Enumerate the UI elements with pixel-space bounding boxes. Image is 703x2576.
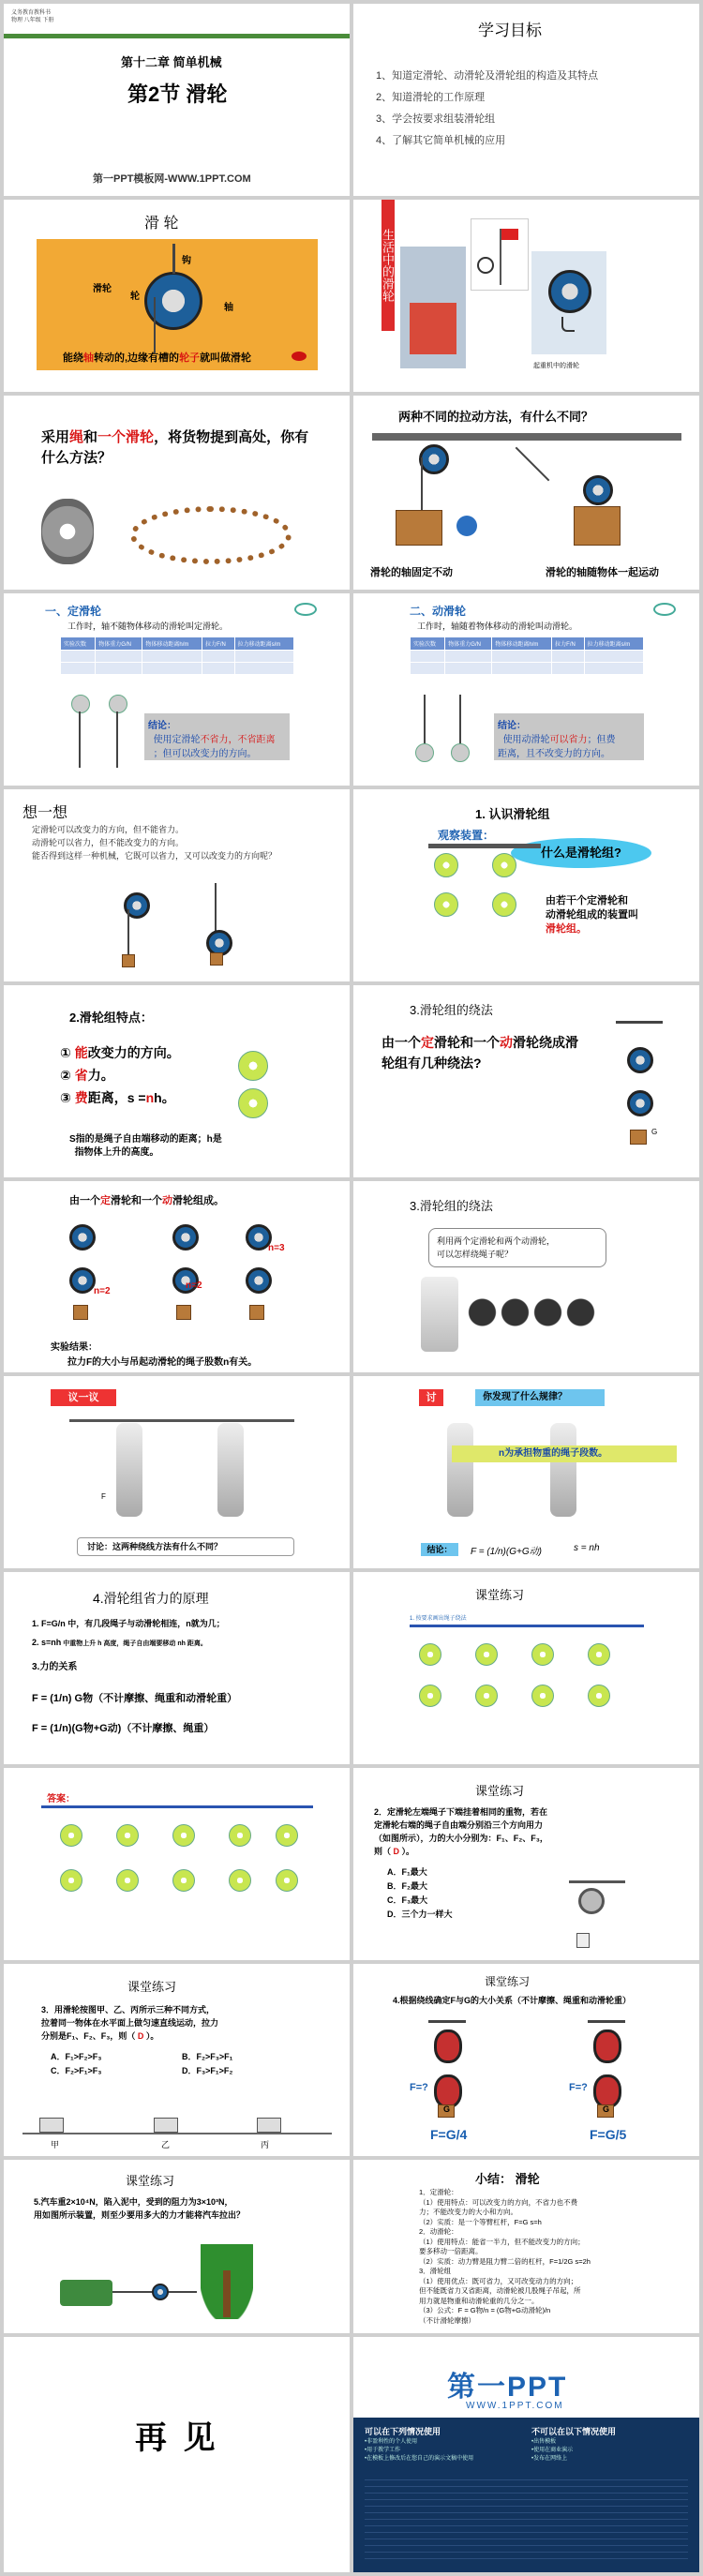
g-label: G xyxy=(443,2104,451,2114)
fixed-pulley xyxy=(434,853,458,877)
movable-pulley xyxy=(152,2284,169,2300)
formula-distance: s = nh xyxy=(574,1543,600,1553)
g-label: G xyxy=(651,1128,658,1136)
label-frame: 滑轮 xyxy=(93,284,112,294)
pulley-diagram xyxy=(531,1685,554,1707)
formula-line: F = (1/n)(G物+G动)（不计摩擦、绳重） xyxy=(32,1723,215,1734)
brand-logo: 第一PPT xyxy=(447,2372,568,2403)
summary-line: 2．动滑轮： xyxy=(419,2227,458,2236)
fixed-pulley xyxy=(578,1888,605,1914)
slide-practice-1 xyxy=(353,1572,699,1764)
answer-label: 答案： xyxy=(47,1794,75,1805)
ceiling-bar xyxy=(569,1880,625,1883)
question-text: 4.根据绕线确定F与G的大小关系（不计摩擦、绳重和动滑轮重） xyxy=(393,1996,632,2005)
license-panel xyxy=(353,2418,699,2572)
summary-line: （2）实质：是一个等臂杠杆，F=G s=h xyxy=(419,2217,542,2226)
objective-item: 1、知道定滑轮、动滑轮及滑轮组的构造及其特点 xyxy=(376,70,599,82)
slide-heading: 课堂练习 xyxy=(475,1588,525,1602)
table-header: 物体重力G/N xyxy=(445,637,492,651)
ceiling-bar xyxy=(69,1419,294,1422)
slide-heading: 课堂练习 xyxy=(126,2174,175,2188)
slide-heading: 课堂练习 xyxy=(485,1975,531,1988)
slide-winding-2 xyxy=(353,1181,699,1372)
ceiling-bar xyxy=(616,1021,663,1024)
feature-item: ③ 费距离，s =nh。 xyxy=(60,1090,175,1105)
object-block xyxy=(39,2118,64,2133)
right-caption: 滑轮的轴随物体一起运动 xyxy=(546,567,659,578)
slide-practice-4 xyxy=(353,1964,699,2156)
movable-pulley xyxy=(246,1267,272,1294)
option-item: C．F₂>F₁>F₃ xyxy=(51,2066,102,2075)
ceiling-bar xyxy=(428,2020,466,2023)
principle-line: 3.力的关系 xyxy=(32,1662,78,1672)
options-list xyxy=(182,2050,232,2078)
goodbye-text: 再 见 xyxy=(135,2420,219,2456)
feature-list xyxy=(60,1041,180,1109)
fixed-pulley-block xyxy=(593,2029,621,2063)
cargo-box xyxy=(574,506,621,546)
slide-heading: 滑 轮 xyxy=(144,216,179,232)
g-label: G xyxy=(603,2104,610,2114)
think-text: 定滑轮可以改变力的方向，但不能省力。 动滑轮可以省力，但不能改变力的方向。 能否得到这样一种机械，它既可以省力，又可以改变力的方向呢？ xyxy=(32,825,277,861)
pulley-diagram xyxy=(276,1824,298,1847)
weight-block xyxy=(73,1305,88,1320)
pulley-diagram xyxy=(588,1643,610,1666)
data-table xyxy=(60,637,294,675)
objective-item: 3、学会按要求组装滑轮组 xyxy=(376,113,496,125)
option-item: D．三个力一样大 xyxy=(387,1910,453,1919)
pulley-diagram xyxy=(60,1824,82,1847)
question-text: 2．定滑轮左端绳子下端挂着相同的重物，若在 定滑轮右端的绳子自由端分别沿三个方向用力 （如图所示），力的大小分别为：F₁、F₂、F₃， 则（ D ）。 xyxy=(374,1807,548,1856)
pulley-diagram xyxy=(531,1643,554,1666)
figure-label: 乙 xyxy=(161,2140,171,2149)
question-text: 3．用滑轮按图甲、乙、丙所示三种不同方式， 拉着同一物体在水平面上做匀速直线运动，拉力 分别是F₁、F₂、F₃，则（ D ）。 xyxy=(41,2005,219,2041)
pulley-set-photo xyxy=(550,1423,576,1517)
table-header: 拉力移动距离s/m xyxy=(234,637,293,651)
site-label: 第一PPT模板网-WWW.1PPT.COM xyxy=(93,173,251,185)
n-label: n=2 xyxy=(186,1281,202,1291)
pulley-hook xyxy=(172,244,175,274)
crane-caption: 起重机中的滑轮 xyxy=(533,363,579,369)
table-header: 拉力F/N xyxy=(552,637,584,651)
slide-title xyxy=(4,4,350,196)
summary-line: 3．滑轮组 xyxy=(419,2267,452,2275)
slide-objectives xyxy=(353,4,699,196)
table-header: 物体重力G/N xyxy=(96,637,142,651)
slide-pattern xyxy=(353,1376,699,1568)
movable-pulley xyxy=(627,1090,653,1116)
object-block xyxy=(154,2118,178,2133)
slide-winding-results xyxy=(4,1181,350,1372)
n-label: n=3 xyxy=(268,1243,285,1253)
rope xyxy=(421,457,423,510)
figure-label: 丙 xyxy=(261,2140,270,2149)
question-text: 5.汽车重2×10⁴N，陷入泥中，受到的阻力为3×10³N， 用如图所示装置，则至少要用多大的力才能将汽车拉出？ xyxy=(34,2197,246,2220)
weight-block xyxy=(122,954,135,967)
title-band xyxy=(4,34,350,38)
movable-pulley xyxy=(583,475,613,505)
pulley-diagram xyxy=(116,1824,139,1847)
pulley-diagram xyxy=(229,1869,251,1892)
section-heading: 一、定滑轮 xyxy=(45,605,102,618)
pulley-diagram xyxy=(276,1869,298,1892)
slide-template-info xyxy=(353,2337,699,2572)
hook-block-photo xyxy=(531,251,606,354)
objective-item: 4、了解其它简单机械的应用 xyxy=(376,135,506,146)
pulley-block-diagram xyxy=(238,1088,268,1118)
definition-text: 工作时，轴不随物体移动的滑轮叫定滑轮。 xyxy=(67,622,229,631)
slide-summary xyxy=(353,2160,699,2333)
page-title: 第2节 滑轮 xyxy=(127,82,228,106)
rope xyxy=(154,297,156,353)
pattern-rule: n为承担物重的绳子段数。 xyxy=(452,1445,677,1462)
ceiling-bar xyxy=(428,844,541,848)
slide-pulley-intro xyxy=(4,200,350,392)
slide-heading: 3.滑轮组的绕法 xyxy=(410,1003,493,1017)
pulley-set-photo xyxy=(531,1294,597,1331)
crane-photo xyxy=(400,247,466,368)
slide-heading: 课堂练习 xyxy=(475,1784,525,1798)
slide-life-pulleys xyxy=(353,200,699,392)
movable-pulley-photo xyxy=(415,743,434,762)
table-header: 拉力F/N xyxy=(202,637,234,651)
pulley-diagram xyxy=(419,1685,441,1707)
summary-line: 力；不能改变力的大小和方向。 xyxy=(419,2208,517,2216)
movable-pulley xyxy=(492,892,516,917)
tree-trunk xyxy=(223,2270,231,2317)
weight-block xyxy=(176,1305,191,1320)
ceiling-bar xyxy=(41,1805,313,1808)
rope xyxy=(424,695,426,751)
slide-discuss xyxy=(4,1376,350,1568)
table-header: 实验次数 xyxy=(411,637,445,651)
movable-pulley-block xyxy=(593,2074,621,2108)
pulley-set-photo xyxy=(217,1423,244,1517)
ceiling-bar xyxy=(410,1625,644,1627)
fixed-pulley-photo xyxy=(71,695,90,713)
summary-line: （1）使用特点：能省一半力，但不能改变力的方向； xyxy=(419,2237,585,2246)
summary-line: （2）实质：动力臂是阻力臂二倍的杠杆，F=1/2G s=2h xyxy=(419,2256,591,2266)
pulley-set-photo xyxy=(116,1423,142,1517)
slide-heading: 两种不同的拉动方法，有什么不同？ xyxy=(398,410,594,424)
slide-heading: 课堂练习 xyxy=(127,1980,177,1994)
summary-line: （1）使用优点：既可省力，又可改变动力的方向； xyxy=(419,2276,578,2285)
ladybug-icon xyxy=(292,352,307,361)
pulley-diagram xyxy=(419,1643,441,1666)
movable-pulley-photo xyxy=(451,743,470,762)
fixed-pulley xyxy=(172,1224,199,1251)
pulley-diagram xyxy=(60,1869,82,1892)
answer-left: F=G/4 xyxy=(430,2127,468,2142)
data-table xyxy=(410,637,644,675)
slide-practice-3 xyxy=(4,1964,350,2156)
slide-practice-2 xyxy=(353,1768,699,1960)
conclusion-label: 结论： xyxy=(421,1543,458,1556)
discuss-badge: 议一议 xyxy=(51,1389,116,1406)
slide-answers xyxy=(4,1768,350,1960)
left-caption: 滑轮的轴固定不动 xyxy=(370,567,453,578)
note-text: S指的是绳子自由端移动的距离；h是 指物体上升的高度。 xyxy=(69,1134,222,1158)
block-definition: 由若干个定滑轮和 动滑轮组成的装置叫 滑轮组。 xyxy=(546,895,638,935)
label-axle: 轴 xyxy=(224,303,233,313)
bird-icon xyxy=(653,603,676,616)
weight-block xyxy=(210,952,223,966)
weight-block xyxy=(249,1305,264,1320)
rope xyxy=(459,695,461,751)
question-bubble: 什么是滑轮组? xyxy=(511,838,651,868)
summary-line: （3）公式：F = G物/n = (G物+G动滑轮)/n xyxy=(419,2306,551,2314)
question-text: 由一个定滑轮和一个动滑轮绕成滑轮组有几种绕法? xyxy=(381,1035,578,1071)
fixed-pulley xyxy=(492,853,516,877)
rope xyxy=(127,909,129,956)
summary-line: 1．定滑轮： xyxy=(419,2188,458,2196)
summary-text xyxy=(419,2188,591,2326)
chapter-label: 第十二章 简单机械 xyxy=(121,55,222,69)
option-item: A．F₁>F₂>F₃ xyxy=(51,2052,102,2061)
slide-think xyxy=(4,789,350,981)
summary-line: （不计滑轮摩擦） xyxy=(419,2315,475,2325)
pattern-question: 你发现了什么规律？ xyxy=(475,1389,605,1406)
table-header: 拉力移动距离s/m xyxy=(584,637,643,651)
slide-heading: 2.滑轮组特点： xyxy=(69,1011,153,1025)
slide-heading: 小结： 滑轮 xyxy=(475,2172,540,2186)
practice-caption: 1. 按要求画出绳子绕法 xyxy=(410,1616,467,1622)
summary-line: （1）使用特点：可以改变力的方向，不省力也不费 xyxy=(419,2197,578,2207)
section-heading: 二、动滑轮 xyxy=(410,605,467,618)
slide-practice-5 xyxy=(4,2160,350,2333)
slide-heading: 4.滑轮组省力的原理 xyxy=(93,1591,209,1606)
summary-line: 但不能既省力又省距离，动滑轮被几股绳子吊起，所 xyxy=(419,2286,581,2295)
question-text: 采用绳和一个滑轮，将货物提到高处，你有什么方法？ xyxy=(41,429,309,466)
weight-block xyxy=(576,1933,590,1948)
option-item: A．F₁最大 xyxy=(387,1867,427,1877)
slide-winding-1 xyxy=(353,985,699,1177)
pulley-diagram xyxy=(172,1869,195,1892)
result-text: 拉力F的大小与吊起动滑轮的绳子股数n有关。 xyxy=(67,1357,258,1368)
objectives-title: 学习目标 xyxy=(478,22,542,39)
truck-illustration xyxy=(60,2280,112,2306)
rope xyxy=(516,447,550,482)
slide-question-method xyxy=(4,396,350,590)
pulley-diagram xyxy=(116,1869,139,1892)
rope xyxy=(79,711,81,768)
link-list xyxy=(365,2474,688,2563)
pulley-set-photo xyxy=(421,1277,458,1352)
figure-label: 甲 xyxy=(51,2140,60,2149)
summary-line: 要多移动一倍距离。 xyxy=(419,2247,483,2255)
option-item: B．F₂>F₃>F₁ xyxy=(182,2052,233,2061)
vertical-title: 生活中的滑轮 xyxy=(381,200,395,331)
discuss-question: 讨论：这两种绕线方法有什么不同？ xyxy=(77,1537,294,1556)
conclusion-box: 结论： 使用定滑轮不省力，不省距离 ；但可以改变力的方向。 xyxy=(144,713,290,760)
pulley-set-photo xyxy=(447,1423,473,1517)
formula-force: F = (1/n)(G+G动) xyxy=(471,1547,542,1557)
slide-movable-pulley xyxy=(353,593,699,786)
question-callout: 利用两个定滑轮和两个动滑轮， 可以怎样绕绳子呢？ xyxy=(428,1228,606,1267)
fixed-pulley xyxy=(69,1224,96,1251)
formula-line: F = (1/n) G物（不计摩擦、绳重和动滑轮重） xyxy=(32,1693,238,1704)
ground-line xyxy=(22,2133,332,2134)
fixed-pulley-block xyxy=(434,2029,462,2063)
options-list xyxy=(51,2050,101,2078)
force-label: F=? xyxy=(410,2082,428,2093)
brand-url: WWW.1PPT.COM xyxy=(466,2401,564,2411)
object-block xyxy=(257,2118,281,2133)
feature-item: ② 省力。 xyxy=(60,1068,114,1083)
slide-block-intro xyxy=(353,789,699,981)
slide-two-methods xyxy=(353,396,699,590)
ceiling-beam xyxy=(372,433,681,441)
cargo-box xyxy=(396,510,442,546)
license-forbidden-title: 不可以在以下情况使用 xyxy=(531,2427,617,2436)
slide-heading: 想一想 xyxy=(22,805,68,821)
pulley-diagram xyxy=(229,1824,251,1847)
rope xyxy=(116,711,118,768)
slide-heading: 1. 认识滑轮组 xyxy=(475,807,550,821)
label-hook: 钩 xyxy=(182,256,191,266)
license-allowed-title: 可以在下列情况使用 xyxy=(365,2427,441,2436)
pulley-set-photo xyxy=(466,1294,531,1331)
slide-principle xyxy=(4,1572,350,1764)
bird-icon xyxy=(294,603,317,616)
movable-pulley xyxy=(69,1267,96,1294)
fixed-pulley xyxy=(627,1047,653,1073)
answer-right: F=G/5 xyxy=(590,2127,627,2142)
definition-text: 工作时，轴随着物体移动的滑轮叫动滑轮。 xyxy=(417,622,578,631)
pulley-diagram xyxy=(588,1685,610,1707)
slide-block-features xyxy=(4,985,350,1177)
fixed-pulley xyxy=(419,444,449,474)
n-label: n=2 xyxy=(94,1286,111,1296)
fixed-pulley-photo xyxy=(109,695,127,713)
conclusion-box: 结论： 使用动滑轮可以省力；但费 距离，且不改变力的方向。 xyxy=(494,713,644,760)
corner-label: 义务教育教科书 物理 八年级 下册 xyxy=(11,10,54,23)
license-forbidden-list: •出售模板 •使用在商业演示 •发布在网络上 xyxy=(531,2439,574,2462)
slide-heading: 由一个定滑轮和一个动滑轮组成。 xyxy=(69,1195,224,1206)
option-item: B．F₂最大 xyxy=(387,1881,427,1891)
objective-item: 2、知道滑轮的工作原理 xyxy=(376,92,486,103)
pulley-diagram xyxy=(172,1824,195,1847)
pulley-block-diagram xyxy=(238,1051,268,1081)
slide-heading: 3.滑轮组的绕法 xyxy=(410,1199,493,1213)
f-label: F xyxy=(101,1492,106,1501)
rope-coil-icon xyxy=(130,506,292,564)
option-item: C．F₃最大 xyxy=(387,1895,428,1905)
principle-line: 2. s=nh 中重物上升 h 高度，绳子自由端要移动 nh 距离。 xyxy=(32,1638,207,1647)
movable-pulley-block xyxy=(434,2074,462,2108)
result-label: 实验结果： xyxy=(51,1342,97,1353)
principle-line: 1. F=G/n 中，有几段绳子与动滑轮相连，n就为几； xyxy=(32,1619,225,1628)
movable-pulley xyxy=(434,892,458,917)
weight-block xyxy=(630,1130,647,1145)
license-allowed-list: •非盈利性的个人使用 •用于教学工作 •在模板上修改后在您自己的演示文稿中使用 xyxy=(365,2439,474,2462)
table-header: 实验次数 xyxy=(61,637,96,651)
device-label: 观察装置： xyxy=(438,829,495,842)
options-list xyxy=(387,1865,453,1922)
label-wheel: 轮 xyxy=(130,292,140,302)
slide-goodbye xyxy=(4,2337,350,2572)
table-header: 物体移动距离h/m xyxy=(142,637,202,651)
force-label: F=? xyxy=(569,2082,588,2093)
summary-line: 用力就是物重和动滑轮重的几分之一。 xyxy=(419,2296,539,2305)
discuss-badge: 讨 xyxy=(419,1389,443,1406)
ceiling-bar xyxy=(588,2020,625,2023)
pulley-definition: 能绕轴转动的,边缘有槽的轮子就叫做滑轮 xyxy=(63,352,252,364)
feature-item: ① 能改变力的方向。 xyxy=(60,1045,180,1060)
option-item: D．F₃>F₁>F₂ xyxy=(182,2066,233,2075)
slide-fixed-pulley xyxy=(4,593,350,786)
pulley-icon xyxy=(41,499,94,564)
worker-figure xyxy=(456,516,477,536)
flag-illustration xyxy=(471,218,529,291)
pulley-diagram xyxy=(475,1643,498,1666)
pulley-diagram xyxy=(475,1685,498,1707)
table-header: 物体移动距离h/m xyxy=(492,637,552,651)
pulley-diagram xyxy=(37,239,318,370)
objectives-list xyxy=(376,66,598,152)
